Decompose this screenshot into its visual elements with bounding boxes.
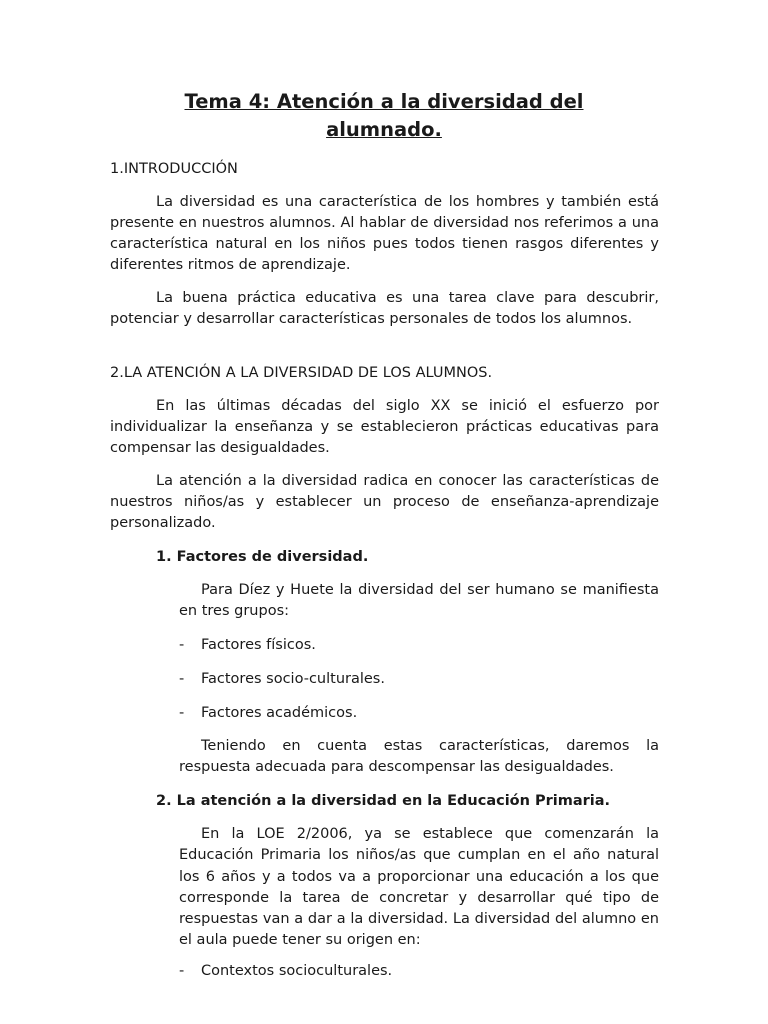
section-2-paragraph-2: La atención a la diversidad radica en conocer las características de nuestros niños/as y establecer un proceso de enseñanza-aprendizaje personalizado. [110, 473, 659, 531]
list-item [179, 961, 392, 981]
list-dash: - [179, 671, 185, 687]
list-item-text: Contextos socioculturales. [201, 963, 393, 979]
subsection-2-paragraph: En la LOE 2/2006, ya se establece que comenzarán la Educación Primaria los niños/as que cumplan en el año natural los 6 años y a todos va a proporcionar una educación a los que corresponde la tarea de concretar y desarrollar qué tipo de respuestas van a dar a la diversidad. La diversidad del alumno en el aula puede tener su origen en: [179, 826, 659, 949]
subsection-1-closing: Teniendo en cuenta estas características, daremos la respuesta adecuada para descompensar las desigualdades. [179, 738, 659, 776]
section-2-paragraph-1: En las últimas décadas del siglo XX se inició el esfuerzo por individualizar la enseñanza y se establecieron prácticas educativas para compensar las desigualdades. [110, 398, 659, 456]
section-1-paragraph-2: La buena práctica educativa es una tarea clave para descubrir, potenciar y desarrollar características personales de todos los alumnos. [110, 290, 659, 327]
subsection-2-heading: 2. La atención a la diversidad en la Educación Primaria. [156, 793, 611, 809]
list-item-text: Factores físicos. [201, 637, 316, 653]
section-2-heading: 2.LA ATENCIÓN A LA DIVERSIDAD DE LOS ALUMNOS. [110, 365, 493, 381]
page-title: Tema 4: Atención a la diversidad del alumnado. [184, 90, 584, 141]
list-dash: - [179, 963, 185, 979]
list-dash: - [179, 637, 185, 653]
list-item-text: Factores socio-culturales. [201, 671, 385, 687]
section-1-heading: 1.INTRODUCCIÓN [110, 161, 238, 177]
subsection-1-intro: Para Díez y Huete la diversidad del ser humano se manifiesta en tres grupos: [179, 582, 659, 620]
section-1-paragraph-1: La diversidad es una característica de los hombres y también está presente en nuestros alumnos. Al hablar de diversidad nos referimos a una característica natural en los niños pues todos tienen rasgos diferentes y diferentes ritmos de aprendizaje. [110, 194, 659, 273]
subsection-1-heading: 1. Factores de diversidad. [156, 549, 369, 565]
list-item [179, 669, 385, 689]
list-dash: - [179, 705, 185, 721]
list-item [179, 703, 357, 723]
list-item-text: Factores académicos. [201, 705, 358, 721]
list-item [179, 635, 316, 655]
